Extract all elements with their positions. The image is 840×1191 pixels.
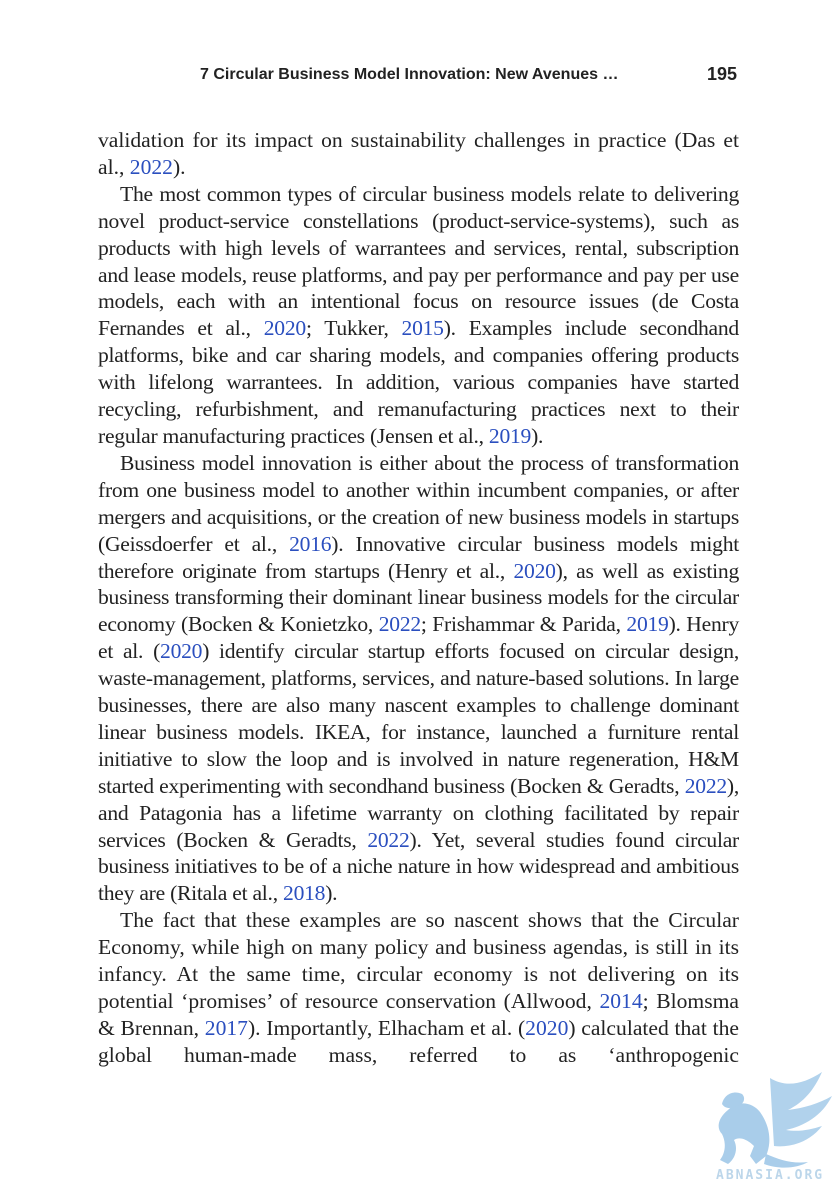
paragraph-text: ). Henry et al. (: [98, 612, 740, 664]
paragraph-1: [98, 127, 739, 181]
citation-link[interactable]: 2020: [263, 316, 306, 341]
paragraph-text: ) calculated that the global human-made mass, referred to as ‘anthropogenic: [98, 1015, 739, 1067]
paragraph-text: ), and Patagonia has a lifetime warranty on clothing facilitated by repair services (Bocken & Geradts,: [98, 773, 739, 852]
paragraph-2: [98, 181, 739, 450]
paragraph-text: Business model innovation is either about the process of transformation from one business model to another within incumbent companies, or after mergers and acquisitions, or the creation of new business models in startups (Geissdoerfer et al.,: [98, 450, 739, 556]
wing-shape: [770, 1072, 832, 1146]
winged-lion-icon: [700, 1070, 840, 1170]
paragraph-4: [98, 907, 739, 1068]
page-number: 195: [706, 64, 737, 84]
body-text: [98, 127, 739, 1069]
lion-tail-shape: [764, 1154, 808, 1168]
watermark-logo: [700, 1070, 840, 1191]
citation-link[interactable]: 2020: [160, 639, 203, 664]
citation-link[interactable]: 2019: [626, 612, 669, 637]
paragraph-text: ). Innovative circular business models might therefore originate from startups (Henry et al.,: [98, 531, 739, 583]
citation-link[interactable]: 2016: [289, 531, 332, 556]
paragraph-text: ; Frishammar & Parida,: [420, 612, 627, 637]
paragraph-text: ).: [172, 154, 186, 179]
paragraph-text: The most common types of circular business models relate to delivering novel product-service constellations (product-service-systems), such as products with high levels of warrantees and services, rental, subscription and lease models, reuse platforms, and pay per performance and pay per use models, each with an intentional focus on resource issues (de Costa Fernandes et al.,: [98, 181, 739, 341]
paragraph-text: ) identify circular startup efforts focused on circular design, waste-management, platforms, services, and nature-based solutions. In large businesses, there are also many nascent examples to challenge dominant linear business models. IKEA, for instance, launched a furniture rental initiative to slow the loop and is involved in nature regeneration, H&M started experimenting with secondhand business (Bocken & Geradts,: [98, 639, 739, 798]
citation-link[interactable]: 2020: [513, 558, 556, 583]
paragraph-text: ), as well as existing business transforming their dominant linear business models for the circular economy (Bocken & Konietzko,: [98, 558, 739, 637]
citation-link[interactable]: 2015: [401, 316, 444, 341]
citation-link[interactable]: 2022: [129, 154, 173, 179]
lion-body-shape: [719, 1103, 770, 1164]
paragraph-text: ; Blomsma & Brennan,: [98, 989, 739, 1040]
paragraph-text: ).: [325, 881, 338, 906]
watermark-text: ABNASIA.ORG: [716, 1168, 825, 1183]
paragraph-text: ). Importantly, Elhacham et al. (: [247, 1015, 526, 1040]
paragraph-text: ).: [531, 423, 544, 448]
paragraph-text: ). Examples include secondhand platforms, bike and car sharing models, and companies offering products with lifelong warrantees. In addition, various companies have started recycling, refurbishment, and remanufacturing practices next to their regular manufacturing practices (Jensen et al.,: [98, 316, 739, 448]
citation-link[interactable]: 2022: [378, 612, 421, 637]
paragraph-text: The fact that these examples are so nascent shows that the Circular Economy, while high on many policy and business agendas, is still in its infancy. At the same time, circular economy is not delivering on its potential ‘promises’ of resource conservation (Allwood,: [98, 908, 739, 1013]
citation-link[interactable]: 2014: [599, 989, 643, 1013]
citation-link[interactable]: 2018: [283, 881, 326, 906]
citation-link[interactable]: 2019: [488, 423, 532, 448]
citation-link[interactable]: 2022: [367, 827, 410, 852]
citation-link[interactable]: 2020: [525, 1015, 569, 1040]
running-head: [100, 60, 739, 90]
paragraph-text: ). Yet, several studies found circular business initiatives to be of a niche nature in how widespread and ambitious they are (Ritala et al.,: [98, 827, 739, 906]
paragraph-3: [98, 450, 739, 907]
paragraph-text: validation for its impact on sustainability challenges in practice (Das et al.,: [98, 128, 739, 179]
citation-link[interactable]: 2017: [204, 1015, 248, 1040]
chapter-title: 7 Circular Business Model Innovation: New Avenues …: [200, 66, 619, 83]
paragraph-text: ; Tukker,: [305, 316, 402, 341]
citation-link[interactable]: 2022: [684, 773, 727, 798]
